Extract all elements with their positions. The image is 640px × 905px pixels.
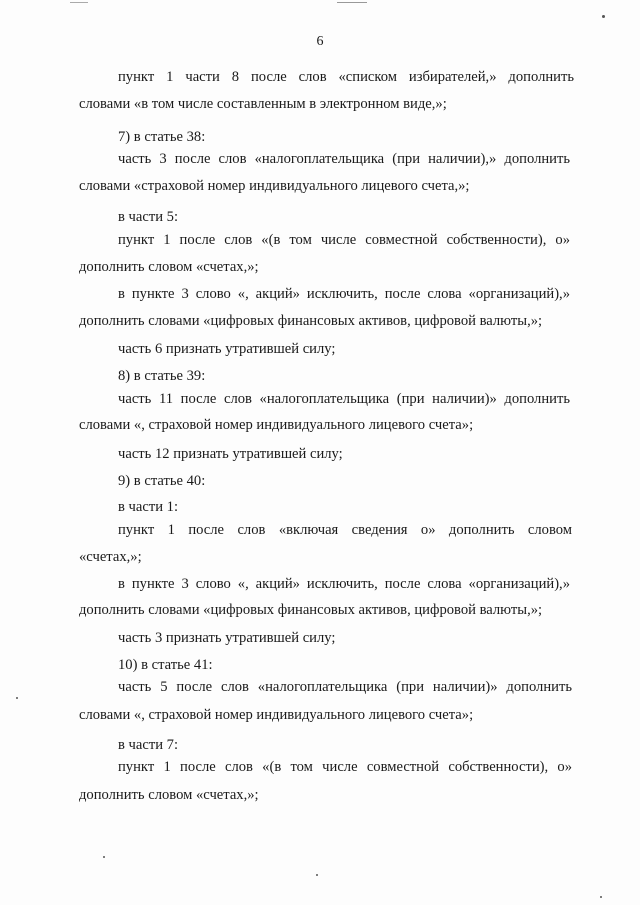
paragraph-4-line-1: в части 5:	[118, 209, 179, 225]
paragraph-18-line-1: в части 7:	[118, 737, 179, 753]
paragraph-17-line-1: часть 5 после слов «налогоплательщика (при наличии)» дополнить	[118, 679, 572, 695]
paragraph-9-line-1: часть 11 после слов «налогоплательщика (при наличии)» дополнить	[118, 391, 570, 407]
scan-edge-mark	[70, 2, 88, 3]
paragraph-11-line-1: 9) в статье 40:	[118, 473, 206, 489]
paragraph-8-line-1: 8) в статье 39:	[118, 368, 206, 384]
paragraph-7-line-1: часть 6 признать утратившей силу;	[118, 341, 336, 357]
paragraph-2-line-1: 7) в статье 38:	[118, 129, 206, 145]
paragraph-10-line-1: часть 12 признать утратившей силу;	[118, 446, 343, 462]
paragraph-17-line-2: словами «, страховой номер индивидуального лицевого счета»;	[79, 707, 474, 723]
scan-edge-mark	[337, 2, 367, 3]
paragraph-14-line-2: дополнить словами «цифровых финансовых активов, цифровой валюты,»;	[79, 602, 543, 618]
paragraph-1-line-2: словами «в том числе составленным в электронном виде,»;	[79, 96, 447, 112]
paragraph-5-line-1: пункт 1 после слов «(в том числе совместной собственности), о»	[118, 232, 570, 248]
page-number: 6	[316, 34, 324, 49]
paragraph-6-line-2: дополнить словами «цифровых финансовых активов, цифровой валюты,»;	[79, 313, 543, 329]
paragraph-3-line-2: словами «страховой номер индивидуального лицевого счета,»;	[79, 178, 470, 194]
paragraph-16-line-1: 10) в статье 41:	[118, 657, 213, 673]
scan-speck	[103, 856, 105, 858]
scan-speck	[16, 697, 18, 699]
scan-speck	[316, 874, 318, 876]
paragraph-19-line-1: пункт 1 после слов «(в том числе совместной собственности), о»	[118, 759, 572, 775]
paragraph-6-line-1: в пункте 3 слово «, акций» исключить, после слова «организаций),»	[118, 286, 570, 302]
paragraph-15-line-1: часть 3 признать утратившей силу;	[118, 630, 336, 646]
paragraph-9-line-2: словами «, страховой номер индивидуального лицевого счета»;	[79, 417, 474, 433]
paragraph-5-line-2: дополнить словом «счетах,»;	[79, 259, 259, 275]
scan-speck	[602, 15, 605, 18]
paragraph-14-line-1: в пункте 3 слово «, акций» исключить, после слова «организаций),»	[118, 576, 570, 592]
paragraph-13-line-1: пункт 1 после слов «включая сведения о» дополнить словом	[118, 522, 572, 538]
paragraph-19-line-2: дополнить словом «счетах,»;	[79, 787, 259, 803]
paragraph-13-line-2: «счетах,»;	[79, 549, 142, 565]
paragraph-1-line-1: пункт 1 части 8 после слов «списком избирателей,» дополнить	[118, 69, 574, 85]
paragraph-12-line-1: в части 1:	[118, 499, 179, 515]
scan-speck	[600, 896, 602, 898]
paragraph-3-line-1: часть 3 после слов «налогоплательщика (при наличии),» дополнить	[118, 151, 570, 167]
